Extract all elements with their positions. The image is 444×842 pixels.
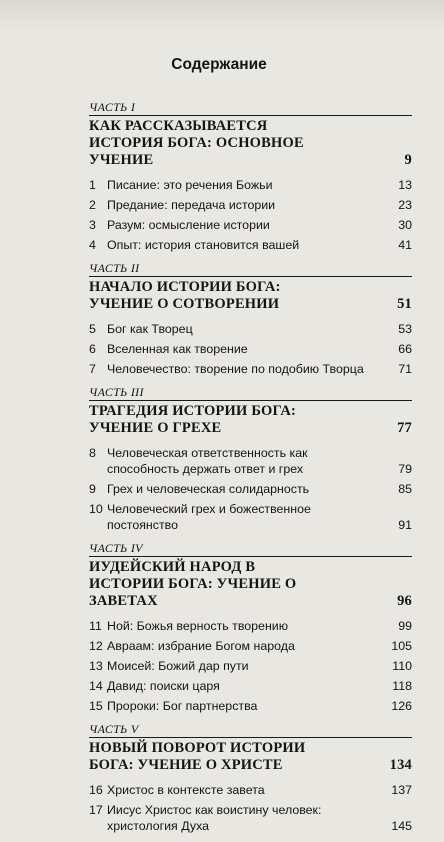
chapter-number: 12 xyxy=(89,639,103,653)
chapter-number: 5 xyxy=(89,322,96,336)
chapter-number: 11 xyxy=(89,619,102,633)
part-page-number: 77 xyxy=(397,420,412,436)
chapter-number: 1 xyxy=(89,178,96,192)
chapter-entry xyxy=(89,678,412,694)
part-page-number: 51 xyxy=(397,296,412,312)
chapter-number: 15 xyxy=(89,699,103,713)
chapter-entry xyxy=(89,321,412,337)
chapter-entry xyxy=(89,177,412,193)
chapter-page-number: 71 xyxy=(398,362,412,376)
part-label: ЧАСТЬ II xyxy=(89,261,140,275)
chapter-number: 4 xyxy=(89,238,96,252)
part-heading xyxy=(89,557,412,610)
toc-part xyxy=(89,541,412,714)
chapter-title: Моисей: Божий дар пути xyxy=(107,659,249,673)
chapter-number: 2 xyxy=(89,198,96,212)
chapter-number: 3 xyxy=(89,218,96,232)
part-title: НОВЫЙ ПОВОРОТ ИСТОРИИ БОГА: УЧЕНИЕ О ХРИСТЕ xyxy=(89,740,306,773)
part-page-number: 9 xyxy=(404,152,412,168)
part-label: ЧАСТЬ I xyxy=(89,100,136,114)
chapter-page-number: 23 xyxy=(398,198,412,212)
chapter-title: Человеческий грех и божественное постоянство xyxy=(107,502,311,532)
chapter-title: Опыт: история становится вашей xyxy=(107,238,300,252)
table-of-contents xyxy=(89,100,412,842)
chapter-page-number: 118 xyxy=(392,679,412,693)
part-label: ЧАСТЬ III xyxy=(89,385,144,399)
chapter-entry xyxy=(89,618,412,634)
chapter-title: Бог как Творец xyxy=(107,322,193,336)
part-title: НАЧАЛО ИСТОРИИ БОГА: УЧЕНИЕ О СОТВОРЕНИИ xyxy=(89,279,281,312)
chapter-entry xyxy=(89,802,412,834)
part-label: ЧАСТЬ V xyxy=(89,722,139,736)
chapter-page-number: 13 xyxy=(398,178,412,192)
part-label: ЧАСТЬ IV xyxy=(89,541,143,555)
chapter-title: Предание: передача истории xyxy=(107,198,276,212)
chapter-number: 17 xyxy=(89,803,103,817)
chapter-page-number: 66 xyxy=(398,342,412,356)
chapter-entry xyxy=(89,782,412,798)
chapter-page-number: 79 xyxy=(398,462,412,476)
chapter-title: Вселенная как творение xyxy=(107,342,248,356)
page-title: Содержание xyxy=(171,56,267,73)
chapter-entry xyxy=(89,501,412,533)
chapter-title: Писание: это речения Божьи xyxy=(107,178,273,192)
chapter-page-number: 110 xyxy=(392,659,412,673)
chapter-page-number: 99 xyxy=(398,619,412,633)
chapter-number: 10 xyxy=(89,502,103,516)
chapter-title: Авраам: избрание Богом народа xyxy=(107,639,295,653)
chapter-entry xyxy=(89,341,412,357)
chapter-page-number: 30 xyxy=(398,218,412,232)
chapter-title: Грех и человеческая солидарность xyxy=(107,482,310,496)
chapter-number: 9 xyxy=(89,482,96,496)
page-title-wrap xyxy=(0,56,444,74)
chapter-entry xyxy=(89,698,412,714)
chapter-entry xyxy=(89,445,412,477)
chapter-entry xyxy=(89,638,412,654)
part-page-number: 96 xyxy=(397,593,412,609)
part-heading xyxy=(89,401,412,437)
chapter-page-number: 91 xyxy=(398,518,412,532)
part-heading xyxy=(89,738,412,774)
chapter-list xyxy=(89,618,412,714)
part-heading xyxy=(89,116,412,169)
chapter-number: 13 xyxy=(89,659,103,673)
chapter-title: Иисус Христос как воистину человек: христология Духа xyxy=(107,803,322,833)
part-heading xyxy=(89,277,412,313)
chapter-list xyxy=(89,177,412,253)
chapter-number: 7 xyxy=(89,362,96,376)
chapter-page-number: 105 xyxy=(391,639,412,653)
chapter-number: 6 xyxy=(89,342,96,356)
chapter-page-number: 145 xyxy=(391,819,412,833)
part-title: КАК РАССКАЗЫВАЕТСЯ ИСТОРИЯ БОГА: ОСНОВНОЕ УЧЕНИЕ xyxy=(89,118,304,168)
chapter-page-number: 126 xyxy=(391,699,412,713)
chapter-entry xyxy=(89,658,412,674)
chapter-page-number: 53 xyxy=(398,322,412,336)
chapter-list xyxy=(89,445,412,533)
chapter-entry xyxy=(89,237,412,253)
chapter-entry xyxy=(89,361,412,377)
chapter-title: Пророки: Бог партнерства xyxy=(107,699,258,713)
part-page-number: 134 xyxy=(389,757,412,773)
part-title: ТРАГЕДИЯ ИСТОРИИ БОГА: УЧЕНИЕ О ГРЕХЕ xyxy=(89,403,297,436)
chapter-entry xyxy=(89,197,412,213)
page-bleed xyxy=(0,0,444,32)
toc-part xyxy=(89,100,412,253)
toc-part xyxy=(89,722,412,834)
toc-part xyxy=(89,261,412,377)
part-title: ИУДЕЙСКИЙ НАРОД В ИСТОРИИ БОГА: УЧЕНИЕ О ЗАВЕТАХ xyxy=(89,559,297,609)
chapter-number: 8 xyxy=(89,446,96,460)
chapter-title: Ной: Божья верность творению xyxy=(107,619,289,633)
chapter-list xyxy=(89,782,412,834)
chapter-entry xyxy=(89,217,412,233)
chapter-title: Христос в контексте завета xyxy=(107,783,265,797)
chapter-page-number: 85 xyxy=(398,482,412,496)
chapter-list xyxy=(89,321,412,377)
toc-part xyxy=(89,385,412,533)
chapter-entry xyxy=(89,481,412,497)
chapter-page-number: 41 xyxy=(398,238,412,252)
chapter-title: Человечество: творение по подобию Творца xyxy=(107,362,364,376)
chapter-number: 16 xyxy=(89,783,103,797)
chapter-number: 14 xyxy=(89,679,103,693)
chapter-title: Давид: поиски царя xyxy=(107,679,220,693)
chapter-title: Разум: осмысление истории xyxy=(107,218,270,232)
chapter-page-number: 137 xyxy=(391,783,412,797)
chapter-title: Человеческая ответственность как способность держать ответ и грех xyxy=(107,446,308,476)
